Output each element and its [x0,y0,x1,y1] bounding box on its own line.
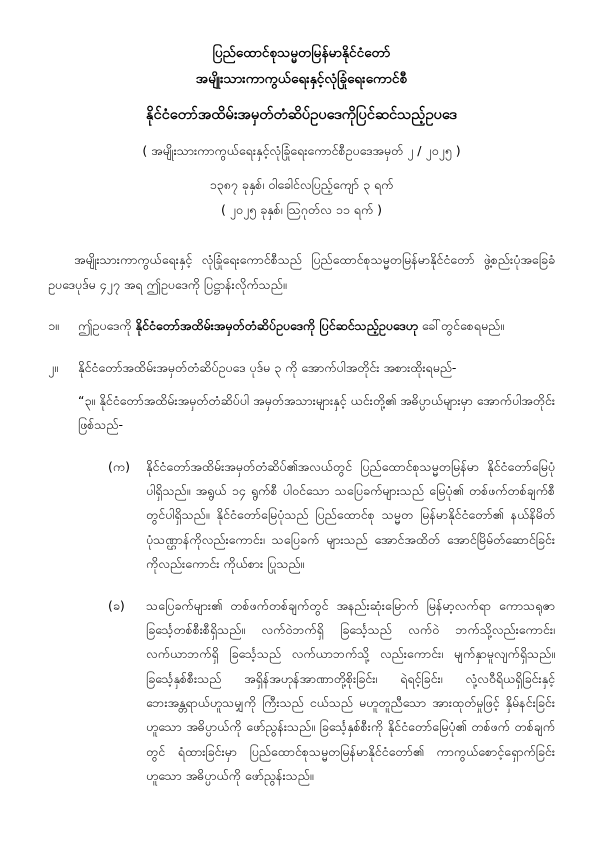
document-header [48,40,555,222]
header-line-country: ပြည်ထောင်စုသမ္မတမြန်မာနိုင်ငံတော် [212,45,391,61]
clause-2 [48,356,555,380]
clause-1-text-pre: ဤဥပဒေကို [78,318,136,334]
header-line-law-title: နိုင်ငံတော်အထိမ်းအမှတ်တံဆိပ်ဥပဒေကိုပြင်ဆင်သည့်ဥပဒေ [146,106,457,123]
clause-2-marker: ၂။ [48,359,58,375]
clause-1-text [78,314,555,338]
header-line-date-gregorian: ( ၂၀၂၅ ခုနှစ်၊ သြဂုတ်လ ၁၁ ရက် ) [220,202,383,218]
clause-1-marker: ၁။ [48,318,59,334]
clause-1 [48,314,555,338]
clause-2-text: နိုင်ငံတော်အထိမ်းအမှတ်တံဆိပ်ဥပဒေ ပုဒ်မ ၃ ကို အောက်ပါအတိုင်း အစားထိုးရမည်- [78,359,457,375]
sub-clause-ka [48,455,555,577]
sub-clause-kha-marker: (ခ) [108,597,125,613]
sub-clause-ka-marker: (က) [108,458,130,474]
sub-clause-ka-text: နိုင်ငံတော်အထိမ်းအမှတ်တံဆိပ်၏အလယ်တွင် ပြည်ထောင်စုသမ္မတမြန်မာ နိုင်ငံတော်မြေပုံပါရှိသည်။ အရွယ် ၁၄ ရွက်စီ ပါဝင်သော သပြေခက်များသည် မြေပုံ၏ တစ်ဖက်တစ်ချက်စီတွင်ပါရှိသည်။ နိုင်ငံတော်မြေပုံသည် ပြည်ထောင်စု သမ္မတ မြန်မာနိုင်ငံတော်၏ နယ်နိမိတ်ပုံသဏ္ဌာန်ကိုလည်းကောင်း၊ သပြေခက် များသည် အောင်အထိတ် အောင်မြိမ်တ်ဆောင်ခြင်းကိုလည်းကောင်း ကိုယ်စား ပြုသည်။ [146,458,555,572]
sub-clause-kha [48,594,555,789]
header-line-council: အမျိုးသားကာကွယ်ရေးနှင့်လုံခြုံရေးကောင်စီ [195,71,408,88]
clause-1-text-bold: နိုင်ငံတော်အထိမ်းအမှတ်တံဆိပ်ဥပဒေကို ပြင်ဆင်သည့်ဥပဒေဟု [135,318,418,334]
quoted-section-lead-text: “၃။ နိုင်ငံတော်အထိမ်းအမှတ်တံဆိပ်ပါ အမှတ်အသားများနှင့် ယင်းတို့၏ အဓိပ္ပာယ်များမှာ အောက်ပါအတိုင်းဖြစ်သည်- [78,392,555,433]
clause-1-text-post: ခေါ်တွင်စေရမည်။ [417,318,504,334]
preamble-paragraph: အမျိုးသားကာကွယ်ရေးနှင့် လုံခြုံရေးကောင်စီသည် ပြည်ထောင်စုသမ္မတမြန်မာနိုင်ငံတော် ဖွဲ့စည်းပုံအခြေခံဥပဒေပုဒ်မ ၄၂၇ အရ ဤဥပဒေကို ပြဋ္ဌာန်းလိုက်သည်။ [48,252,555,292]
header-line-law-number: ( အမျိုးသားကာကွယ်ရေးနှင့်လုံခြုံရေးကောင်စီဥပဒေအမှတ် ၂ / ၂၀၂၅ ) [142,142,461,158]
quoted-section-lead [48,389,555,438]
header-line-date-burmese: ၁၃၈၇ ခုနှစ်၊ ဝါခေါင်လပြည့်ကျော် ၃ ရက် [209,177,394,193]
sub-clause-kha-text: သပြေခက်များ၏ တစ်ဖက်တစ်ချက်တွင် အနည်းဆုံးမြောက် မြန်မာ့လက်ရာ ကောသရုဇာခြင်္သေ့တစ်စီးစီရှိသည်။ လက်ဝဲဘက်ရှိ ခြင်္သေ့သည် လက်ဝဲ ဘက်သို့လည်းကောင်း၊ လက်ယာဘက်ရှိ ခြင်္သေ့သည် လက်ယာဘက်သို့ လည်းကောင်း၊ မျက်နှာမူလျက်ရှိသည်။ ခြင်္သေ့နှစ်စီးသည် အရှိန်အဟုန်အာဏာတို့စိုးခြင်း၊ ရဲရင့်ခြင်း၊ လုံ့လဝီရိယရှိခြင်းနှင့် ဘေးအန္တရာယ်ဟူသမျှကို ကြီးသည် ငယ်သည် မဟူတူညီသော အားထုတ်မှုဖြင့် နှိမ်နင်းခြင်း ဟူသော အဓိပ္ပာယ်ကို ဖော်ညွန်းသည်။ ခြင်္သေ့နှစ်စီးကို နိုင်ငံတော်မြေပုံ၏ တစ်ဖက် တစ်ချက်တွင် ရံထားခြင်းမှာ ပြည်ထောင်စုသမ္မတမြန်မာနိုင်ငံတော်၏ ကာကွယ်စောင့်ရှောက်ခြင်း ဟူသော အဓိပ္ပာယ်ကို ဖော်ညွန်းသည်။ [146,597,555,784]
document-body [48,248,555,788]
